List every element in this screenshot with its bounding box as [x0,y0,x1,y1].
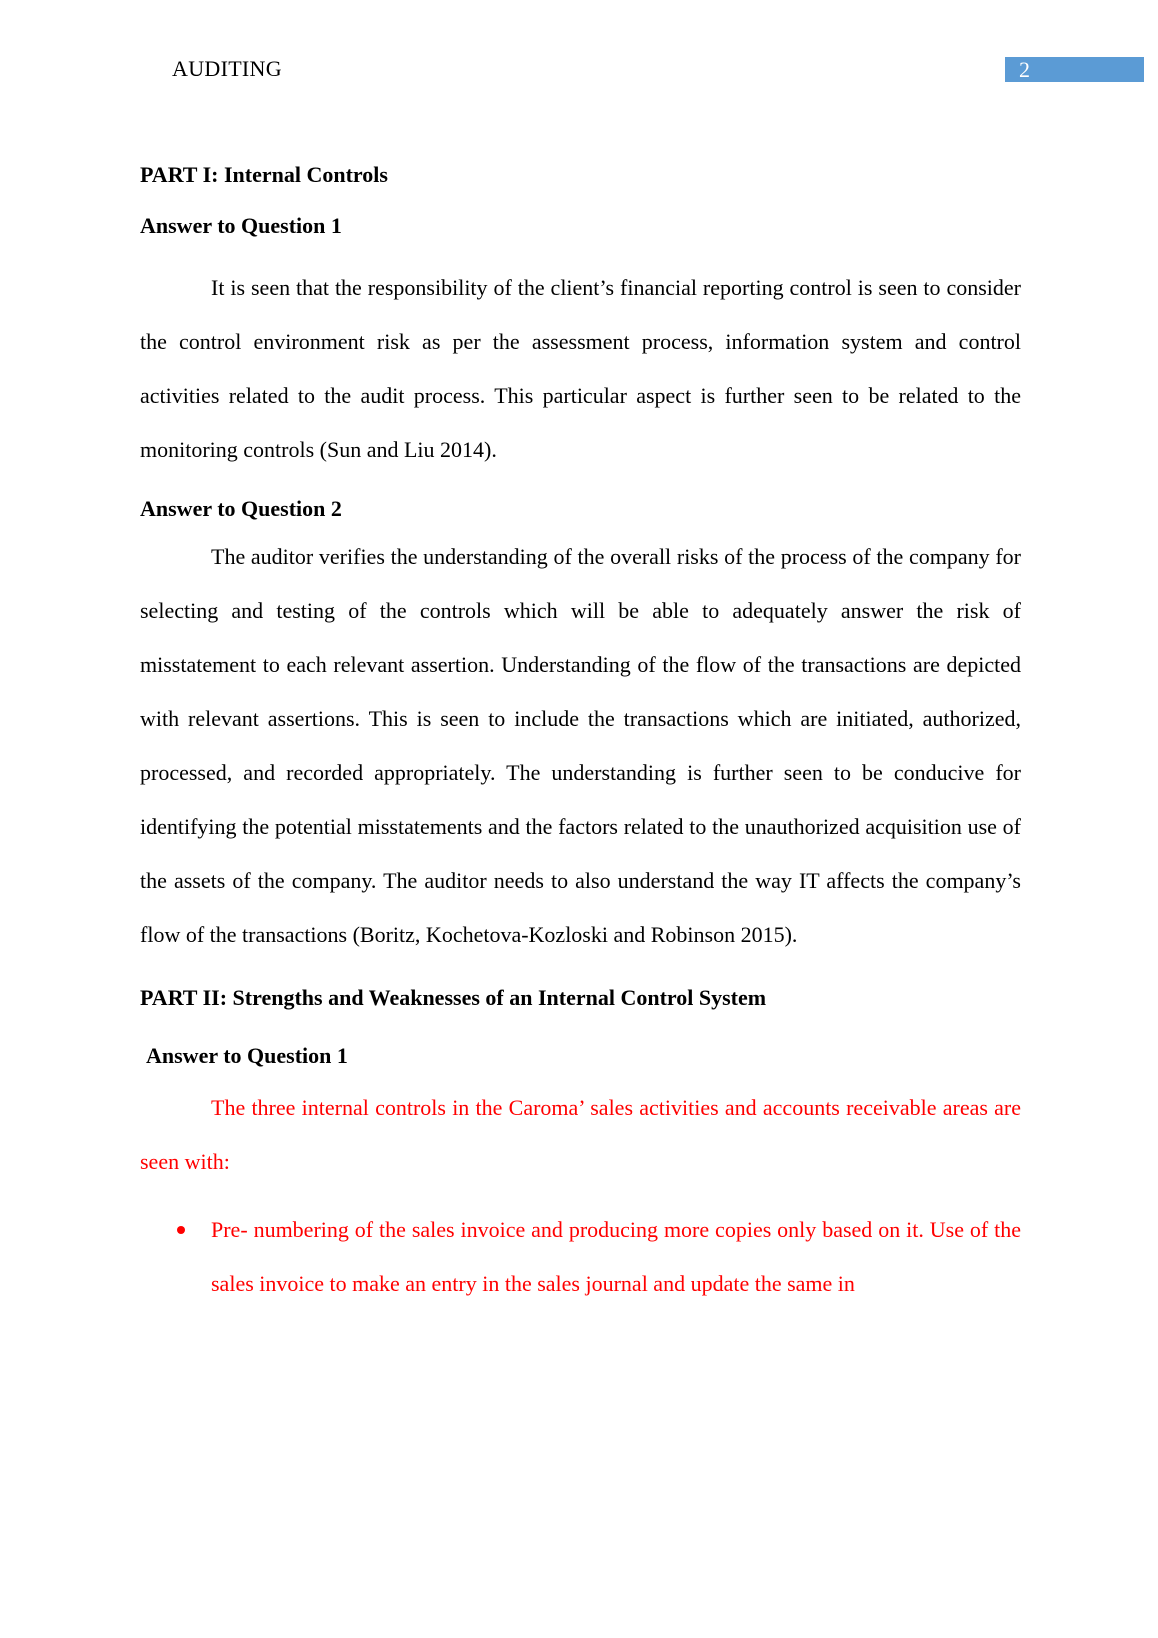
part1-q2-heading: Answer to Question 2 [140,496,342,521]
part1-q2-paragraph: The auditor verifies the understanding of the overall risks of the process of the company for selecting and testing of the controls which will be able to adequately answer the risk of misstatement to each relevant assertion. Understanding of the flow of the transactions are depicted with relevant assertions. This is seen to include the transactions which are initiated, authorized, processed, and recorded appropriately. The understanding is further seen to be conducive for identifying the potential misstatements and the factors related to the unauthorized acquisition use of the assets of the company. The auditor needs to also understand the way IT affects the company’s flow of the transactions (Boritz, Kochetova-Kozloski and Robinson 2015). [140,544,1021,947]
part1-q1-paragraph: It is seen that the responsibility of the client’s financial reporting control is seen to consider the control environment risk as per the assessment process, information system and control activities related to the audit process. This particular aspect is further seen to be related to the monitoring controls (Sun and Liu 2014). [140,275,1021,462]
part2-q1-heading: Answer to Question 1 [146,1043,348,1068]
bullet-icon [177,1226,185,1234]
bullet-text: Pre- numbering of the sales invoice and producing more copies only based on it. Use of the sales invoice to make an entry in the sales journal and update the same in [211,1217,1021,1296]
part1-q1-heading: Answer to Question 1 [140,213,342,238]
part2-title: PART II: Strengths and Weaknesses of an Internal Control System [140,985,767,1010]
page-number: 2 [1019,57,1030,82]
list-item [140,1203,1021,1311]
part1-title: PART I: Internal Controls [140,162,388,187]
running-head: AUDITING [172,56,282,81]
page-number-box [1005,57,1144,82]
controls-bullet-list [140,1203,1021,1311]
document-body [140,160,1021,1311]
part2-intro-paragraph: The three internal controls in the Caroma’ sales activities and accounts receivable areas are seen with: [140,1095,1021,1174]
